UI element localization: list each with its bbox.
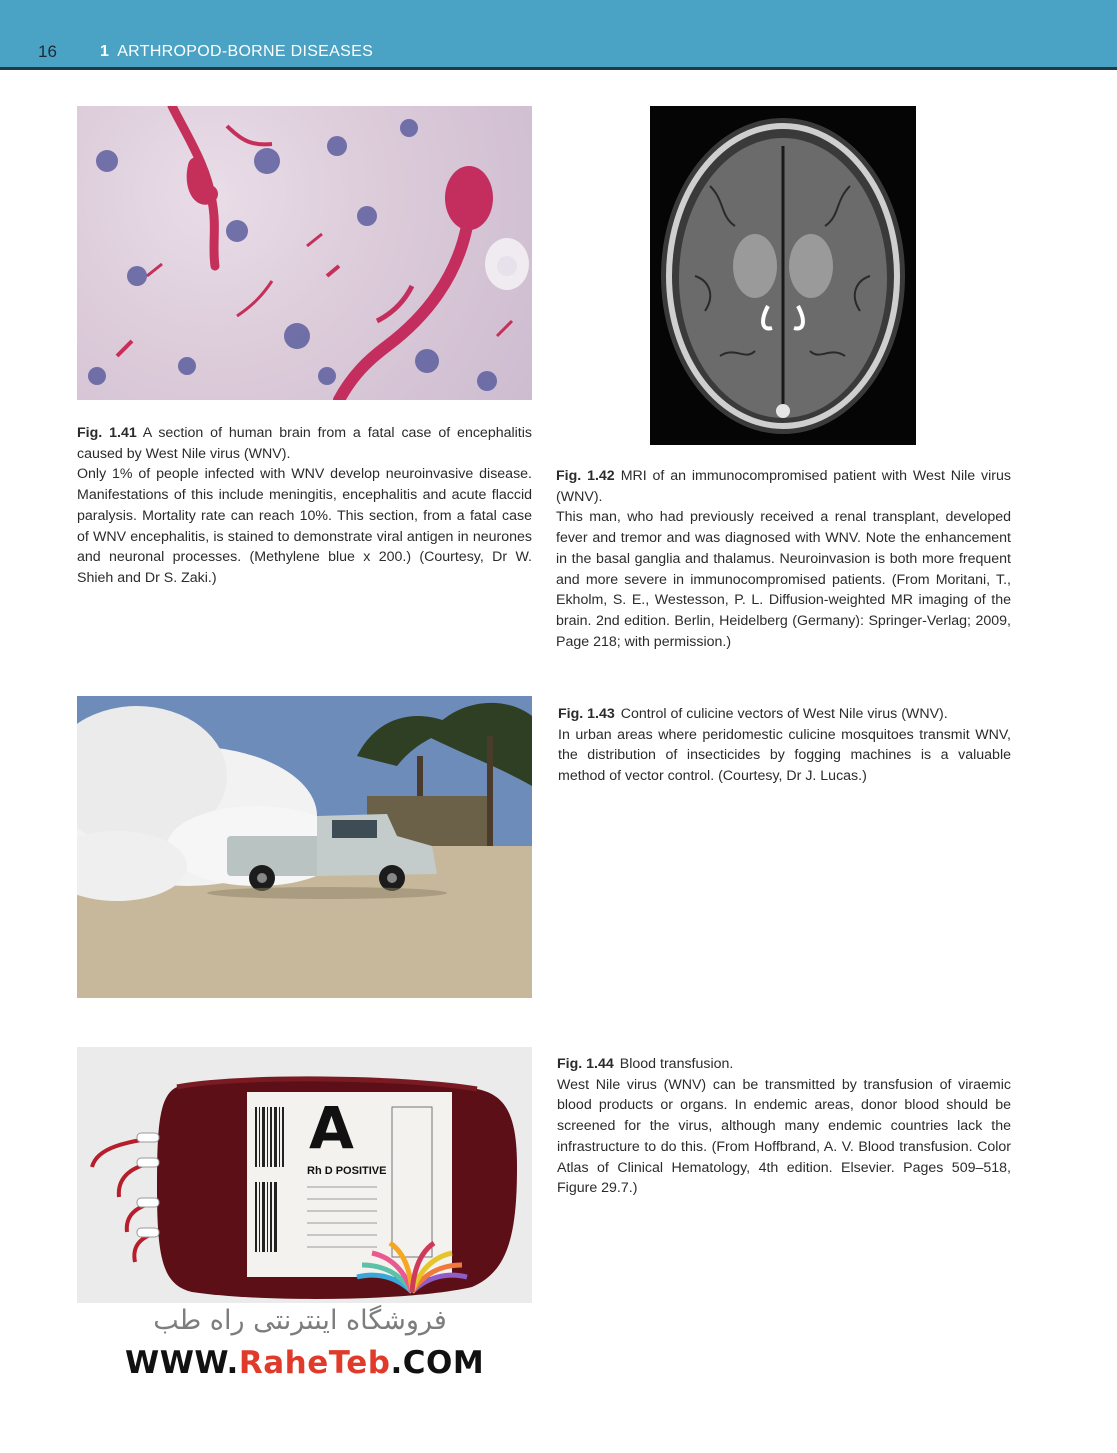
watermark-url-brand: RaheTeb — [238, 1345, 391, 1381]
fogging-illustration — [77, 696, 532, 998]
fig-1-41-body: Only 1% of people infected with WNV develop neuroinvasive disease. Manifestations of this include meningitis, encephalitis and acute flaccid paralysis. Mortality rate can reach 10%. This section, from a fatal case of WNV encephalitis, is stained to demonstrate viral antigen in neurones and neuronal processes. (Methylene blue x 200.) (Courtesy, Dr W. Shieh and Dr S. Zaki.) — [77, 466, 532, 586]
blood-bag-image — [77, 1047, 532, 1303]
watermark-url-suffix: .COM — [390, 1345, 485, 1381]
histology-brain-image — [77, 106, 532, 400]
fig-1-44-caption — [557, 1054, 1011, 1199]
fig-1-41-label: Fig. 1.41 — [77, 425, 137, 441]
fig-1-44-title: Blood transfusion. — [619, 1056, 734, 1072]
rh-label: Rh D POSITIVE — [307, 1165, 387, 1177]
blood-group-letter: A — [309, 1094, 354, 1162]
fig-1-41-title: A section of human brain from a fatal case of encephalitis caused by West Nile virus (WNV). — [77, 425, 532, 462]
chapter-title: ARTHROPOD-BORNE DISEASES — [117, 43, 374, 60]
fig-1-42-caption — [556, 466, 1011, 652]
watermark-url — [125, 1345, 484, 1381]
chapter-number: 1 — [100, 43, 110, 60]
mri-illustration — [650, 106, 916, 445]
fig-1-42-title: MRI of an immunocompromised patient with West Nile virus (WNV). — [556, 468, 1011, 505]
page-number: 16 — [38, 42, 57, 61]
fig-1-43-caption — [558, 704, 1011, 787]
fig-1-43-title: Control of culicine vectors of West Nile virus (WNV). — [620, 706, 948, 722]
histology-illustration — [77, 106, 532, 400]
watermark-url-prefix: WWW. — [125, 1345, 239, 1381]
fig-1-44-body: West Nile virus (WNV) can be transmitted by transfusion of viraemic blood products or organs. In endemic areas, donor blood should be screened for the virus, although many endemic countries lack the infrastructure to do this. (From Hoffbrand, A. V. Blood transfusion. Color Atlas of Clinical Hematology, 4th edition. Elsevier. Pages 509–518, Figure 29.7.) — [557, 1076, 1011, 1197]
mri-brain-image — [650, 106, 916, 445]
page-header — [0, 0, 1117, 70]
fig-1-43-body: In urban areas where peridomestic culicine mosquitoes transmit WNV, the distribution of insecticides by fogging machines is a valuable method of vector control. (Courtesy, Dr J. Lucas.) — [558, 726, 1011, 785]
fig-1-41-caption — [77, 423, 532, 589]
fig-1-42-label: Fig. 1.42 — [556, 468, 615, 484]
fig-1-44-label: Fig. 1.44 — [557, 1056, 614, 1072]
fig-1-42-body: This man, who had previously received a renal transplant, developed fever and tremor and was diagnosed with WNV. Note the enhancement in the basal ganglia and thalamus. Neuroinvasion is both more frequent and more severe in immunocompromised patients. (From Moritani, T., Ekholm, S. E., Westesson, P. L. Diffusion-weighted MR imaging of the brain. 2nd edition. Berlin, Heidelberg (Germany): Springer-Verlag; 2009, Page 218; with permission.) — [556, 509, 1011, 650]
watermark-persian-text: فروشگاه اینترنتی راه طب — [153, 1305, 447, 1336]
fogging-truck-image — [77, 696, 532, 998]
chapter-heading — [100, 43, 373, 61]
book-logo-icon — [352, 1237, 472, 1297]
fig-1-43-label: Fig. 1.43 — [558, 706, 615, 722]
